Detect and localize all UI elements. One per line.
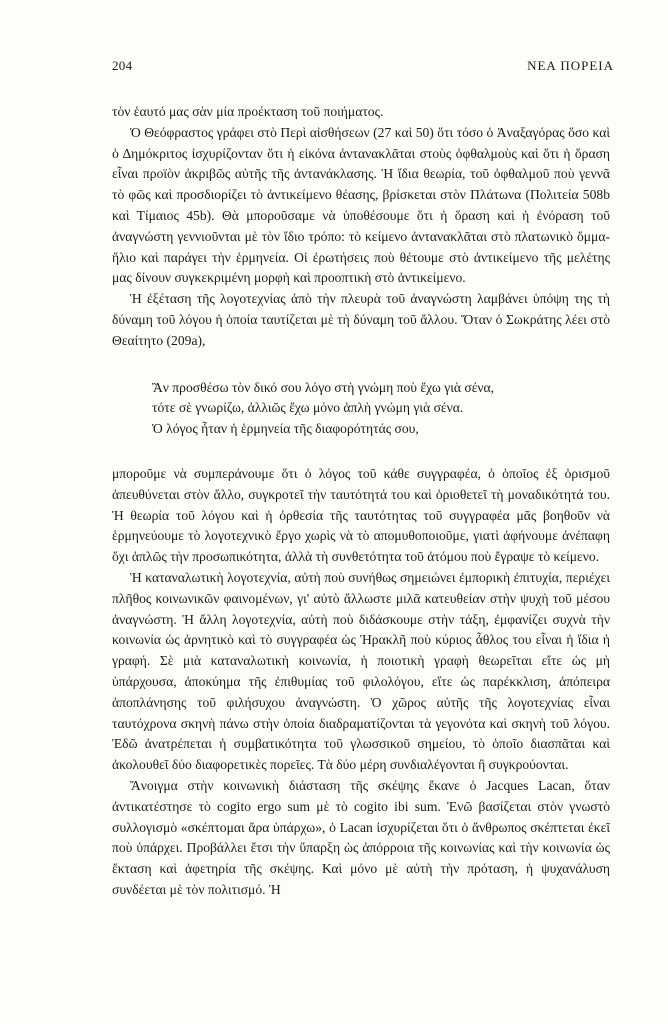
- verse-line: Ὁ λόγος ἦταν ἡ ἑρμηνεία τῆς διαφορότητάς σου,: [152, 421, 419, 437]
- paragraph: μποροῦμε νὰ συμπεράνουμε ὅτι ὁ λόγος τοῦ κάθε συγγραφέα, ὁ ὁποῖος ἐξ ὁρισμοῦ ἀπευθύνεται στὸν ἄλλο, συγκροτεῖ τὴν ταυτότητά του καὶ ὁριοθετεῖ τὴ μοναδικότητά του. Ἡ θεωρία τοῦ λόγου καὶ ἡ ὀρθεσία τῆς ταυτότητας τοῦ συγγραφέα μᾶς βοηθοῦν νὰ ἑρμηνεύουμε τὸ λογοτεχνικὸ ἔργο χωρὶς νὰ τὸ απομυθοποιοῦμε, γιατὶ ἀφήνουμε ἀνέπαφη ὄχι ἁπλῶς τὴν προσωπικότητα, ἀλλὰ τὴ συνθετότητα τοῦ ἀτόμου ποὺ ἔγραψε τὸ κείμενο.: [112, 465, 610, 565]
- paragraph: Ὁ Θεόφραστος γράφει στὸ Περὶ αἰσθήσεων (27 καὶ 50) ὅτι τόσο ὁ Ἀναξαγόρας ὅσο καὶ ὁ Δημόκριτος ἰσχυρίζονταν ὅτι ἡ εἰκόνα ἀντανακλᾶται στοὺς ὀφθαλμοὺς καὶ ὅτι ἡ ὅραση εἶναι προϊὸν ἀκριβῶς αὐτῆς τῆς ἀντανάκλασης. Ἡ ἴδια θεωρία, τοῦ ὀφθαλμοῦ ποὺ γεννᾶ τὸ φῶς καὶ προσδιορίζει τὸ ἀντικείμενο θέασης, βρίσκεται στὸν Πλάτωνα (Πολιτεία 508b καὶ Τίμαιος 45b). Θὰ μποροῦσαμε νὰ ὑποθέσουμε ὅτι ἡ ὅραση καὶ ἡ ἐνόραση τοῦ ἀναγνώστη γεννιοῦνται μὲ τὸν ἴδιο τρόπο: τὸ κείμενο ἀντανακλᾶται στὸ πλατωνικὸ ὄμμα-ἥλιο καὶ παράγει τὴν ἑρμηνεία. Οἱ ἐρωτήσεις ποὺ θέτουμε στὸ ἀντικείμενο τῆς μελέτης μας δίνουν συγκεκριμένη μορφὴ καὶ προοπτικὴ στὸ ἀντικείμενο.: [112, 124, 610, 286]
- paragraph: Ἡ ἐξέταση τῆς λογοτεχνίας ἀπὸ τὴν πλευρὰ τοῦ ἀναγνώστη λαμβάνει ὑπόψη της τὴ δύναμη τοῦ λόγου ἡ ὁποία ταυτίζεται μὲ τὴ δύναμη τοῦ ἄλλου. Ὅταν ὁ Σωκράτης λέει στὸ Θεαίτητο (209a),: [112, 291, 610, 348]
- paragraph: τὸν ἑαυτό μας σὰν μία προέκταση τοῦ ποιήματος.: [112, 104, 384, 119]
- paragraph: Ἄνοιγμα στὴν κοινωνικὴ διάσταση τῆς σκέψης ἔκανε ὁ Jacques Lacan, ὅταν ἀντικατέστησε τὸ cogito ergo sum μὲ τὸ cogito ibi sum. Ἐνῶ βασίζεται στὸν γνωστὸ συλλογισμὸ «σκέπτομαι ἄρα ὑπάρχω», ὁ Lacan ἰσχυρίζεται ὅτι ὁ ἄνθρωπος σκέπτεται ἐκεῖ ποὺ ὑπάρχει. Προβάλλει ἔτσι τὴν ὕπαρξη ὡς ἀπόρροια τῆς κοινωνίας καὶ τὴν κοινωνία ὡς ἔκταση καὶ ἀφετηρία τῆς σκέψης. Καὶ μόνο μὲ αὐτὴ τὴν πρόταση, ἡ ψυχανάλυση συνδέεται μὲ τὸν πολιτισμό. Ἡ: [112, 777, 610, 897]
- page-body: [112, 102, 610, 901]
- paragraph: Ἡ καταναλωτικὴ λογοτεχνία, αὐτὴ ποὺ συνήθως σημειώνει ἐμπορικὴ ἐπιτυχία, περιέχει πλῆθος κοινωνικῶν φαινομένων, γι' αὐτὸ ἄλλωστε μιλᾶ κατευθείαν στὴν ψυχὴ τοῦ μέσου ἀναγνώστη. Ἡ ἄλλη λογοτεχνία, αὐτὴ ποὺ διδάσκουμε στὴν τάξη, ἐμφανίζει συχνὰ τὴν κοινωνία ὡς ἀρνητικὸ καὶ τὸ συγγραφέα ὡς Ἡρακλῆ ποὺ κύριος ἆθλος του εἶναι ἡ ἴδια ἡ γραφή. Σὲ μιὰ καταναλωτικὴ κοινωνία, ἡ ποιοτικὴ γραφὴ θεωρεῖται εἴτε ὡς μὴ ὑπάρχουσα, ἀποκύημα τῆς ἐπιθυμίας τοῦ φιλολόγου, εἴτε ὡς παρέκκλιση, ἀπόπειρα ἀποπλάνησης τοῦ φιλήσυχου ἀναγνώστη. Ὁ χῶρος αὐτῆς τῆς λογοτεχνίας εἶναι ταυτόχρονα σκηνὴ πάνω στὴν ὁποία διαδραματίζονται τὰ γεγονότα καὶ σκηνὴ τοῦ λόγου. Ἐδῶ ἀνατρέπεται ἡ συμβατικότητα τοῦ γλωσσικοῦ σημείου, τὸ ὁποῖο διασπᾶται καὶ ἀκολουθεῖ δύο διαφορετικὲς πορεῖες. Τὰ δύο μέρη συνδιαλέγονται ἢ συγκρούονται.: [112, 569, 610, 773]
- page-header: [112, 58, 614, 76]
- running-title: ΝΕΑ ΠΟΡΕΙΑ: [527, 58, 614, 73]
- quoted-verse: [112, 378, 610, 440]
- page-number: 204: [112, 58, 133, 73]
- verse-line: τότε σὲ γνωρίζω, ἀλλιῶς ἔχω μόνο ἁπλὴ γνώμη γιὰ σένα.: [152, 400, 464, 416]
- verse-line: Ἂν προσθέσω τὸν δικό σου λόγο στὴ γνώμη ποὺ ἔχω γιὰ σένα,: [152, 379, 495, 395]
